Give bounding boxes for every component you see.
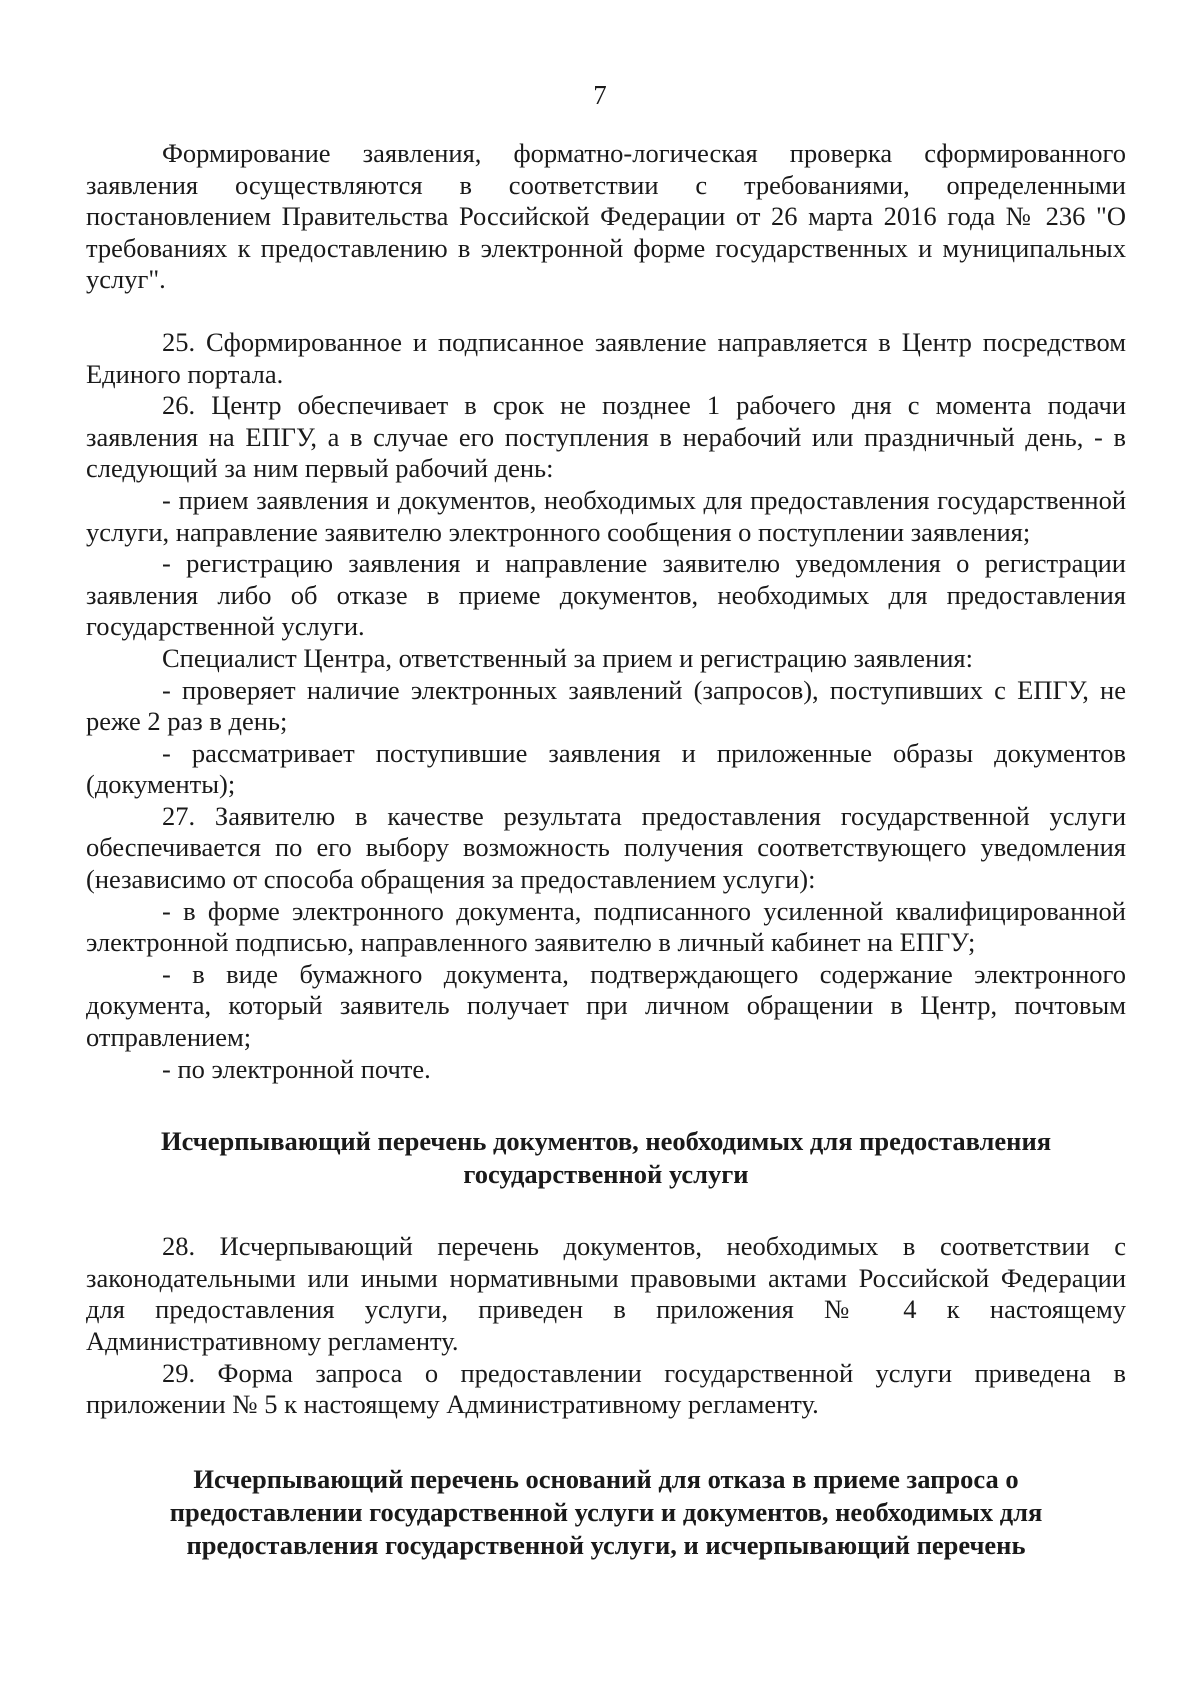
paragraph-forming-application: Формирование заявления, форматно-логическая проверка сформированного заявления осуществляются в соответствии с требованиями, определенными постановлением Правительства Российской Федерации от 26 марта 2016 года № 236 "О требованиях к предоставлению в электронной форме государственных и муниципальных услуг". xyxy=(86,138,1126,295)
list-item-registration: - регистрацию заявления и направление заявителю уведомления о регистрации заявления либо об отказе в приеме документов, необходимых для предоставления государственной услуги. xyxy=(86,548,1126,642)
document-body xyxy=(86,138,1126,1562)
paragraph-25: 25. Сформированное и подписанное заявление направляется в Центр посредством Единого портала. xyxy=(86,326,1126,389)
list-item-reception: - прием заявления и документов, необходимых для предоставления государственной услуги, направление заявителю электронного сообщения о поступлении заявления; xyxy=(86,484,1126,547)
paragraph-27: 27. Заявителю в качестве результата предоставления государственной услуги обеспечивается по его выбору возможность получения соответствующего уведомления (независимо от способа обращения за предоставлением услуги): xyxy=(86,800,1126,895)
list-item-reviews: - рассматривает поступившие заявления и приложенные образы документов (документы); xyxy=(86,737,1126,800)
list-item-email: - по электронной почте. xyxy=(162,1053,431,1084)
paragraph-specialist: Специалист Центра, ответственный за прием и регистрацию заявления: xyxy=(162,642,973,673)
list-item-checks: - проверяет наличие электронных заявлений (запросов), поступивших с ЕПГУ, не реже 2 раз в день; xyxy=(86,674,1126,737)
list-item-electronic-document: - в форме электронного документа, подписанного усиленной квалифицированной электронной подписью, направленного заявителю в личный кабинет на ЕПГУ; xyxy=(86,895,1126,958)
paragraph-29: 29. Форма запроса о предоставлении государственной услуги приведена в приложении № 5 к настоящему Административному регламенту. xyxy=(86,1357,1126,1420)
section-heading-documents: Исчерпывающий перечень документов, необходимых для предоставления государственной услуги xyxy=(160,1126,1052,1190)
page-number: 7 xyxy=(593,80,607,110)
paragraph-26: 26. Центр обеспечивает в срок не позднее 1 рабочего дня с момента подачи заявления на ЕПГУ, а в случае его поступления в нерабочий или праздничный день, - в следующий за ним первый рабочий день: xyxy=(86,390,1126,484)
list-item-paper-document: - в виде бумажного документа, подтверждающего содержание электронного документа, который заявитель получает при личном обращении в Центр, почтовым отправлением; xyxy=(86,958,1126,1053)
section-heading-refusal-grounds: Исчерпывающий перечень оснований для отказа в приеме запроса о предоставлении государственной услуги и документов, необходимых для предоставления государственной услуги, и исчерпывающий перечень xyxy=(169,1463,1043,1560)
paragraph-28: 28. Исчерпывающий перечень документов, необходимых в соответствии с законодательными или иными нормативными правовыми актами Российской Федерации для предоставления услуги, приведен в приложения № 4 к настоящему Административному регламенту. xyxy=(86,1231,1126,1356)
